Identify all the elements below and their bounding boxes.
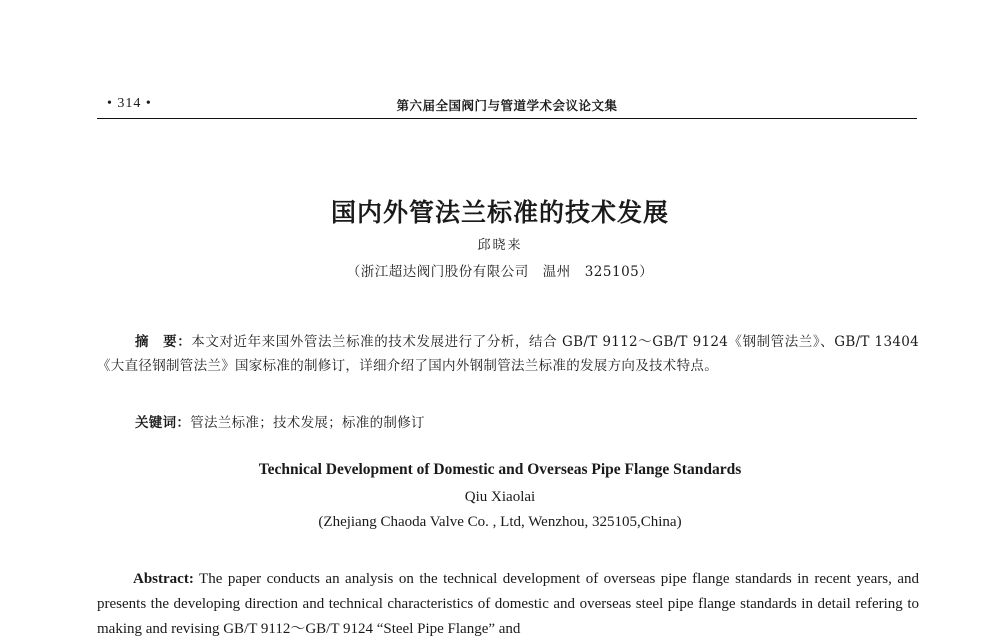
english-abstract [97, 567, 919, 639]
running-header [97, 96, 917, 116]
english-author: Qiu Xiaolai [464, 489, 536, 505]
chinese-title: 国内外管法兰标准的技术发展 [330, 198, 669, 227]
chinese-keywords-label: 关键词： [135, 415, 191, 431]
proceedings-title: 第六届全国阀门与管道学术会议论文集 [396, 98, 618, 113]
chinese-author: 邱晓来 [477, 238, 523, 253]
english-title: Technical Development of Domestic and Overseas Pipe Flange Standards [258, 461, 742, 478]
english-abstract-label: Abstract: [133, 571, 194, 587]
english-abstract-text: The paper conducts an analysis on the technical development of overseas pipe flange standards in recent years, and presents the developing direction and technical characteristics of domestic and overseas steel pipe flange standards in detail refering to making and revising GB/T 9112～GB/T 9124 “Steel Pipe Flange” and [97, 571, 919, 637]
chinese-abstract [97, 330, 919, 378]
english-affiliation: (Zhejiang Chaoda Valve Co. , Ltd, Wenzhou, 325105,China) [318, 514, 682, 530]
chinese-keywords [135, 411, 425, 431]
chinese-affiliation: （浙江超达阀门股份有限公司 温州 325105） [346, 264, 654, 280]
header-rule [97, 118, 917, 119]
chinese-keywords-text: 管法兰标准；技术发展；标准的制修订 [190, 415, 425, 431]
chinese-abstract-label: 摘 要： [135, 334, 192, 350]
page-number: • 314 • [107, 96, 152, 111]
chinese-abstract-text: 本文对近年来国外管法兰标准的技术发展进行了分析，结合 GB/T 9112～GB/T 9124《钢制管法兰》、GB/T 13404《大直径钢制管法兰》国家标准的制修订，详细介绍了国内外钢制管法兰标准的发展方向及技术特点。 [97, 334, 920, 374]
